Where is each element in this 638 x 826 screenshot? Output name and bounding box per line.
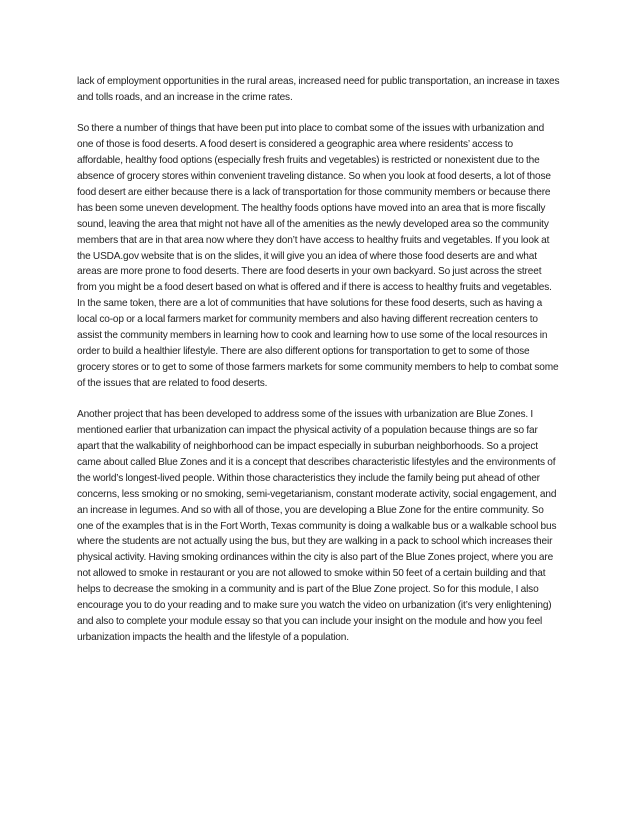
paragraph-food-deserts: So there a number of things that have been put into place to combat some of the issues with urbanization and one of those is food deserts. A food desert is considered a geographic area where residents’ access to affordable, healthy food options (especially fresh fruits and vegetables) is restricted or nonexistent due to the absence of grocery stores within convenient traveling distance. So when you look at food deserts, a lot of those food desert are either because there is a lack of transportation for those community members or because there has been some uneven development. The healthy foods options have moved into an area that is more fiscally sound, leaving the area that might not have all of the amenities as the newly developed area so the community members that are in that area now where they don’t have access to healthy fruits and vegetables. If you look at the USDA.gov website that is on the slides, it will give you an idea of where those food deserts are and what areas are more prone to food deserts. There are food deserts in your own backyard. So just across the street from you might be a food desert based on what is offered and if there is access to healthy fruits and vegetables. In the same token, there are a lot of communities that have solutions for these food deserts, such as having a local co-op or a local farmers market for community members and also having different recreation centers to assist the community members in learning how to cook and learning how to use some of the local resources in order to build a healthier lifestyle. There are also different options for transportation to get to some of those grocery stores or to get to some of those farmers markets for some community members to help to combat some of the issues that are related to food deserts.	[77, 123, 559, 389]
document-page	[77, 74, 561, 661]
paragraph-blue-zones: Another project that has been developed to address some of the issues with urbanization are Blue Zones. I mentioned earlier that urbanization can impact the physical activity of a population because things are so far apart that the walkability of neighborhood can be impact especially in suburban neighborhoods. So a project came about called Blue Zones and it is a concept that describes characteristic lifestyles and the environments of the world’s longest-lived people. Within those characteristics they include the family being put ahead of other concerns, less smoking or no smoking, semi-vegetarianism, constant moderate activity, social engagement, and an increase in legumes. And so with all of those, you are developing a Blue Zone for the entire community. So one of the examples that is in the Fort Worth, Texas community is doing a walkable bus or a walkable school bus where the students are not actually using the bus, but they are walking in a pack to school which increases their physical activity. Having smoking ordinances within the city is also part of the Blue Zones project, where you are not allowed to smoke in restaurant or you are not allowed to smoke within 50 feet of a certain building and that helps to decrease the smoking in a community and is part of the Blue Zone project. So for this module, I also encourage you to do your reading and to make sure you watch the video on urbanization (it’s very enlightening) and also to complete your module essay so that you can include your insight on the module and how you feel urbanization impacts the health and the lifestyle of a population.	[77, 409, 557, 643]
paragraph-employment-continuation: lack of employment opportunities in the rural areas, increased need for public transportation, an increase in taxes and tolls roads, and an increase in the crime rates.	[77, 76, 560, 103]
